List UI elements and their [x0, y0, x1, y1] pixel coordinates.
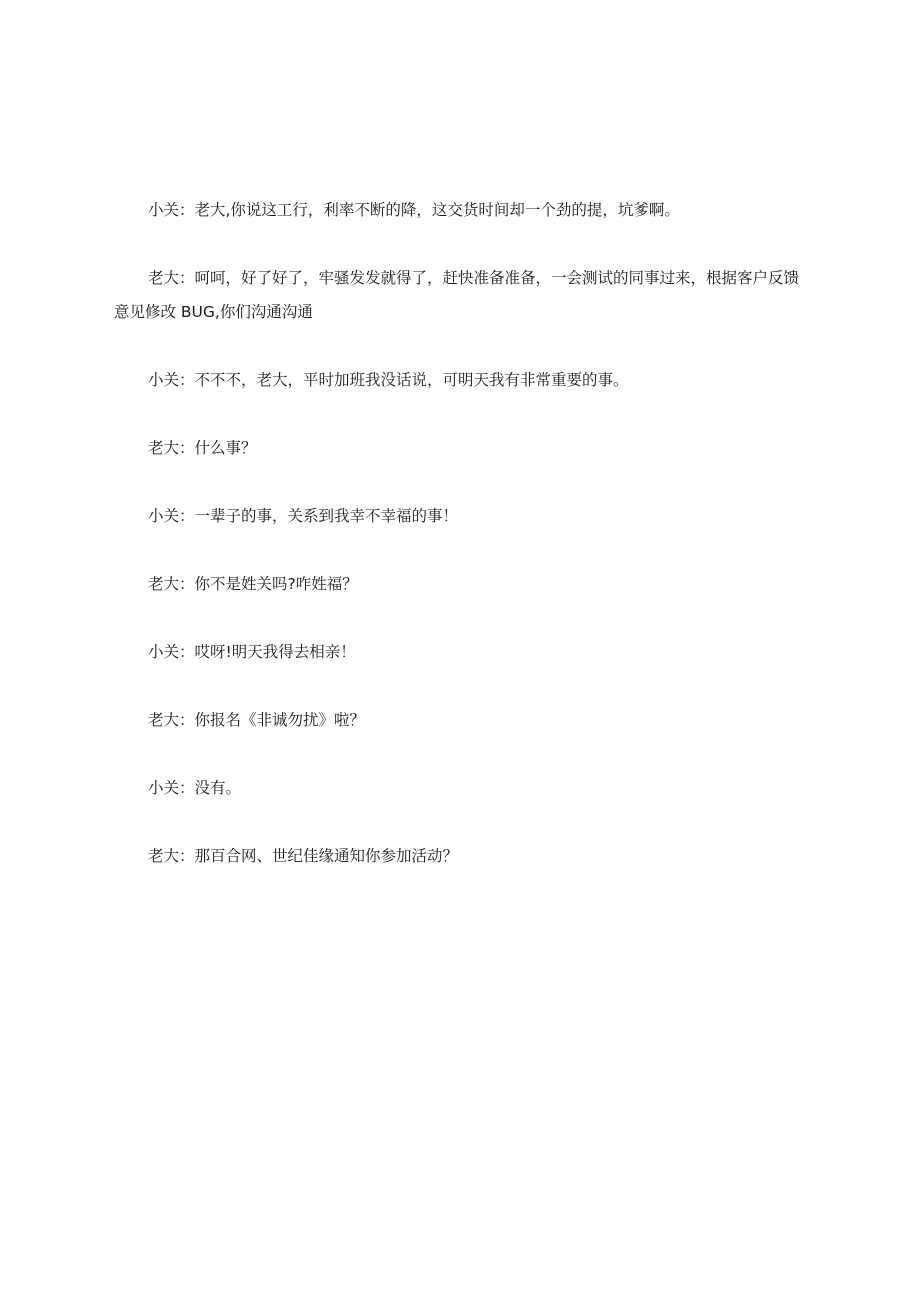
dialogue-line: 老大：什么事？ — [148, 439, 257, 457]
dialogue-line: 小关：一辈子的事，关系到我幸不幸福的事！ — [148, 507, 459, 525]
dialogue-line: 小关：不不不，老大，平时加班我没话说，可明天我有非常重要的事。 — [148, 371, 629, 389]
dialogue-line: 老大：呵呵，好了好了，牢骚发发就得了，赶快准备准备，一会测试的同事过来，根据客户反馈意见修改 BUG,你们沟通沟通 — [114, 269, 800, 321]
dialogue-line: 老大：你报名《非诚勿扰》啦？ — [148, 711, 366, 729]
dialogue-body — [114, 193, 804, 907]
dialogue-line: 小关：没有。 — [148, 779, 242, 797]
dialogue-line: 小关：老大,你说这工行，利率不断的降，这交货时间却一个劲的提，坑爹啊。 — [148, 201, 680, 219]
dialogue-line: 小关：哎呀!明天我得去相亲！ — [148, 643, 356, 661]
dialogue-line: 老大：那百合网、世纪佳缘通知你参加活动？ — [148, 847, 459, 865]
dialogue-line: 老大：你不是姓关吗?咋姓福？ — [148, 575, 358, 593]
